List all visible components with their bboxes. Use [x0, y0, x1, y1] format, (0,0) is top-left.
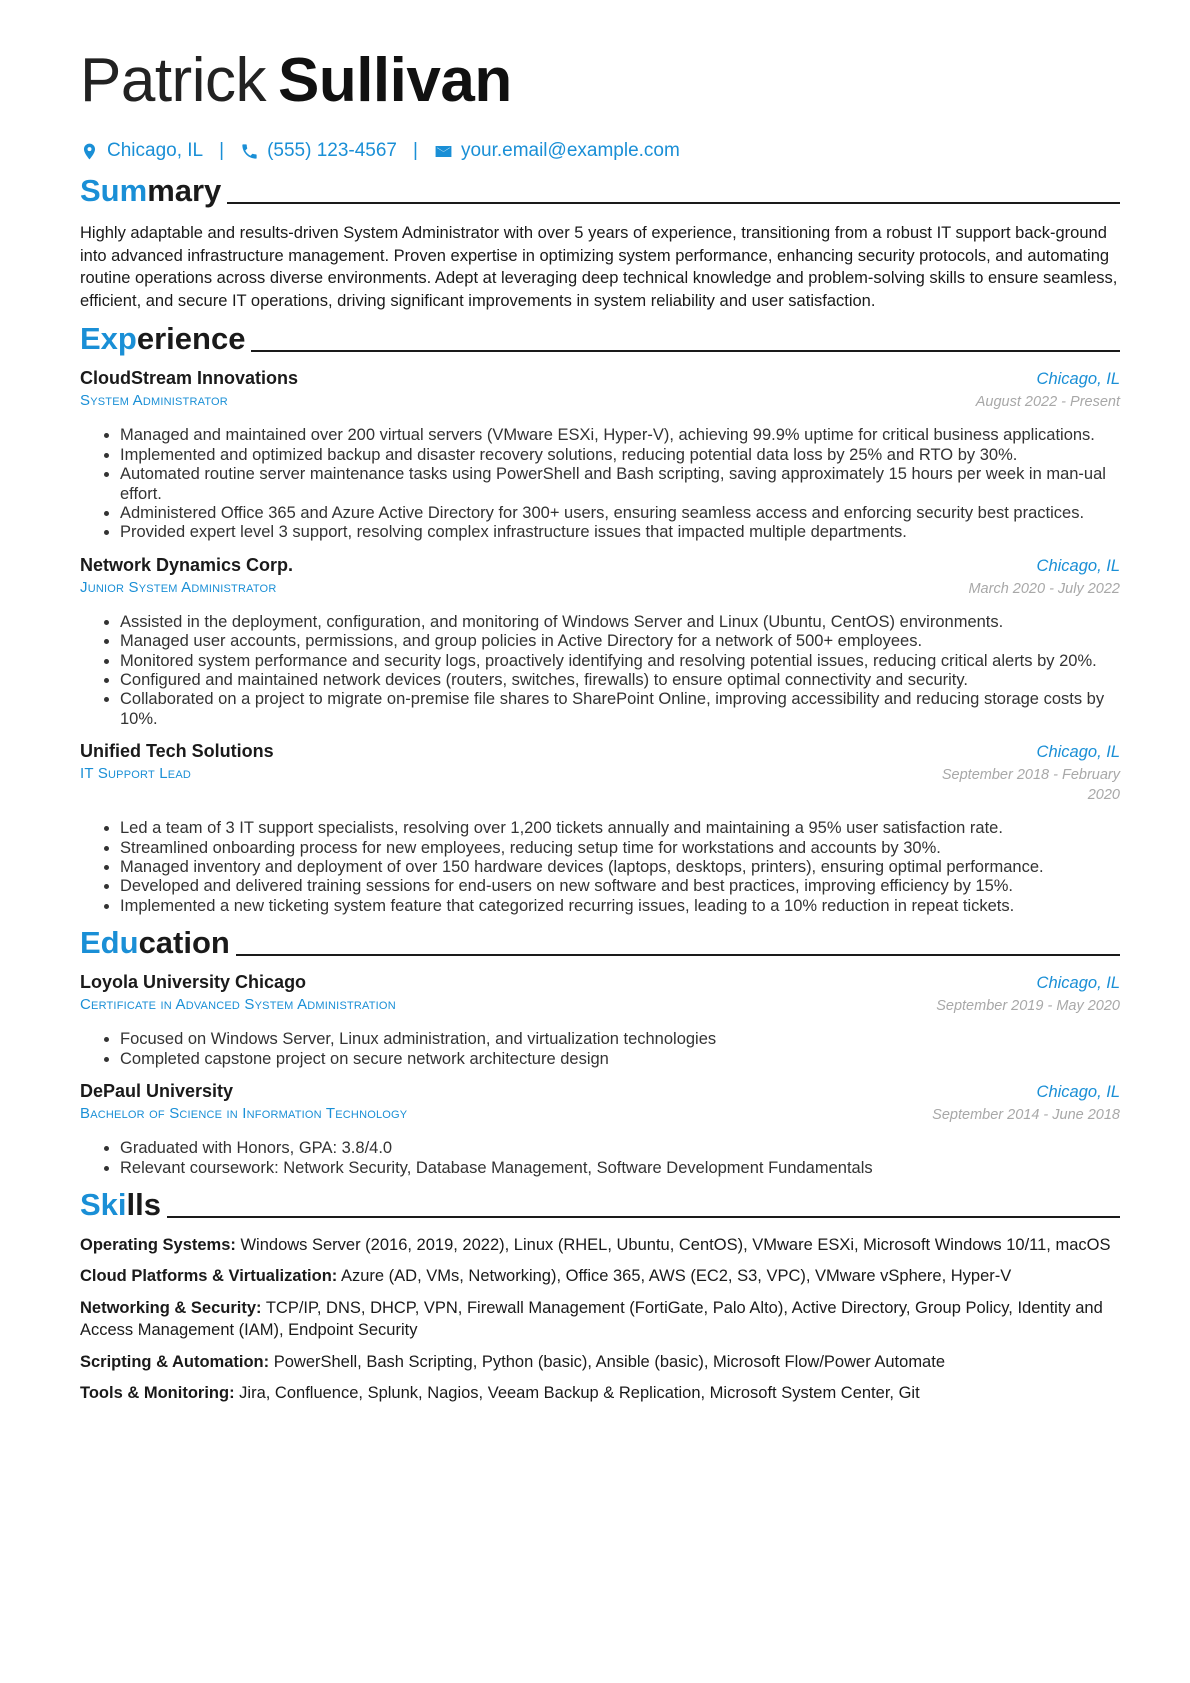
section-divider [227, 202, 1120, 204]
email-link[interactable]: your.email@example.com [460, 140, 680, 161]
section-title: Skills [80, 1186, 161, 1222]
bullet-item: • Managed user accounts, permissions, and group policies in Active Directory for a network of 500+ employees. [120, 632, 1120, 651]
bullet-item: • Graduated with Honors, GPA: 3.8/4.0 [120, 1139, 1120, 1158]
bullet-item: • Implemented and optimized backup and disaster recovery solutions, reducing potential data loss by 25% and RTO by 30%. [120, 446, 1120, 465]
entry-date-range: September 2014 - June 2018 [932, 1107, 1120, 1124]
section-divider [167, 1216, 1120, 1218]
section-title: Education [80, 925, 230, 961]
entry-date-range: September 2018 - February 2020 [941, 767, 1120, 804]
bullet-item: • Provided expert level 3 support, resolving complex infrastructure issues that impacted multiple departments. [120, 523, 1120, 542]
phone-icon [240, 142, 259, 161]
education-entry [80, 972, 1120, 1069]
contact-phone[interactable] [240, 140, 397, 162]
section-title: Summary [80, 173, 222, 208]
experience-list [80, 368, 1120, 916]
bullet-item: • Configured and maintained network devices (routers, switches, firewalls) to ensure optimal connectivity and security. [120, 671, 1120, 690]
section-title: Experience [80, 321, 246, 357]
skill-values: Azure (AD, VMs, Networking), Office 365, AWS (EC2, S3, VPC), VMware vSphere, Hyper-V [340, 1267, 1012, 1286]
entry-subheader [80, 765, 1120, 805]
entry-location: Chicago, IL [1036, 1083, 1120, 1102]
entry-role: Junior System Administrator [80, 578, 277, 596]
entry-subheader [80, 1105, 1120, 1125]
education-list [80, 972, 1120, 1178]
organization-name: Loyola University Chicago [80, 972, 307, 993]
skill-row [80, 1382, 1120, 1404]
education-entry [80, 1081, 1120, 1178]
skill-row [80, 1297, 1120, 1342]
first-name: Patrick [80, 46, 266, 115]
skill-row [80, 1351, 1120, 1373]
entry-header [80, 555, 1120, 576]
organization-name: Network Dynamics Corp. [80, 554, 294, 575]
entry-subheader [80, 579, 1120, 599]
summary-text: Highly adaptable and results-driven System Administrator with over 5 years of experience, transitioning from a robust IT support back-ground into advanced infrastructure management. Proven expertise in optimizing system performance, enhancing security protocols, and automating routine operations across diverse environments. Adept at leveraging deep technical knowledge and problem-solving skills to ensure seamless, efficient, and secure IT operations, driving significant improvements in system reliability and user satisfaction. [80, 224, 1118, 310]
bullet-item: • Led a team of 3 IT support specialists, resolving over 1,200 tickets annually and maintaining a 95% user satisfaction rate. [120, 819, 1120, 838]
bullet-item: • Assisted in the deployment, configuration, and monitoring of Windows Server and Linux (Ubuntu, CentOS) environments. [120, 613, 1120, 632]
location-text: Chicago, IL [107, 140, 204, 161]
contact-separator: | [219, 140, 225, 161]
phone-text: (555) 123-4567 [267, 140, 397, 161]
envelope-icon [434, 142, 453, 161]
entry-date-range: August 2022 - Present [975, 394, 1120, 411]
bullet-item: • Implemented a new ticketing system feature that categorized recurring issues, leading to a 10% reduction in repeat tickets. [120, 897, 1120, 916]
bullet-item: • Developed and delivered training sessions for end-users on new software and best practices, improving efficiency by 15%. [120, 877, 1120, 896]
bullet-list [80, 1139, 1120, 1178]
skills-section-header [80, 1188, 1120, 1222]
bullet-list [80, 426, 1120, 542]
entry-subheader [80, 996, 1120, 1016]
skill-category: Cloud Platforms & Virtualization: [80, 1267, 338, 1286]
skill-values: PowerShell, Bash Scripting, Python (basic), Ansible (basic), Microsoft Flow/Power Automate [273, 1352, 945, 1371]
skill-category: Tools & Monitoring: [80, 1383, 235, 1402]
education-section-header [80, 926, 1120, 960]
skill-values: Jira, Confluence, Splunk, Nagios, Veeam Backup & Replication, Microsoft System Center, Git [239, 1383, 920, 1402]
contact-bar [80, 138, 1120, 164]
entry-location: Chicago, IL [1036, 370, 1120, 389]
bullet-list [80, 819, 1120, 916]
map-pin-icon [80, 142, 99, 161]
bullet-item: • Monitored system performance and security logs, proactively identifying and resolving potential issues, reducing critical alerts by 20%. [120, 652, 1120, 671]
organization-name: DePaul University [80, 1081, 234, 1102]
resume-page [80, 40, 1120, 1413]
contact-email[interactable] [434, 140, 680, 162]
skill-values: Windows Server (2016, 2019, 2022), Linux (RHEL, Ubuntu, CentOS), VMware ESXi, Microsoft Windows 10/11, macOS [240, 1235, 1111, 1254]
skills-list [80, 1234, 1120, 1404]
entry-role: IT Support Lead [80, 765, 191, 783]
entry-location: Chicago, IL [1036, 556, 1120, 575]
entry-header [80, 368, 1120, 389]
contact-separator: | [413, 140, 418, 161]
experience-section-header [80, 322, 1120, 356]
bullet-item: • Automated routine server maintenance tasks using PowerShell and Bash scripting, saving approximately 15 hours per week in man-ual effort. [120, 465, 1120, 504]
experience-entry [80, 368, 1120, 542]
experience-entry [80, 555, 1120, 729]
bullet-item: • Relevant coursework: Network Security, Database Management, Software Development Fundamentals [120, 1159, 1120, 1178]
summary-section-header [80, 174, 1120, 208]
entry-date-range: March 2020 - July 2022 [968, 580, 1120, 597]
entry-location: Chicago, IL [1036, 743, 1120, 762]
last-name: Sullivan [277, 46, 512, 115]
skill-row [80, 1234, 1120, 1256]
entry-header [80, 972, 1120, 993]
entry-subheader [80, 392, 1120, 412]
bullet-list [80, 1030, 1120, 1069]
skill-category: Networking & Security: [80, 1298, 262, 1317]
entry-role: Certificate in Advanced System Administration [80, 996, 396, 1014]
contact-location [80, 140, 203, 162]
entry-role: Bachelor of Science in Information Technology [80, 1105, 408, 1123]
section-divider [236, 954, 1120, 956]
bullet-list [80, 613, 1120, 729]
entry-role: System Administrator [80, 392, 228, 410]
bullet-item: • Completed capstone project on secure network architecture design [120, 1050, 1120, 1069]
bullet-item: • Streamlined onboarding process for new employees, reducing setup time for workstations and accounts by 30%. [120, 839, 1120, 858]
organization-name: Unified Tech Solutions [80, 741, 274, 762]
entry-header [80, 741, 1120, 762]
bullet-item: • Collaborated on a project to migrate on-premise file shares to SharePoint Online, improving accessibility and reducing storage costs by 10%. [120, 690, 1120, 729]
bullet-item: • Managed inventory and deployment of over 150 hardware devices (laptops, desktops, printers), ensuring optimal performance. [120, 858, 1120, 877]
candidate-name [80, 40, 1120, 122]
skill-category: Scripting & Automation: [80, 1352, 270, 1371]
skill-category: Operating Systems: [80, 1235, 236, 1254]
section-divider [251, 350, 1120, 352]
bullet-item: • Focused on Windows Server, Linux administration, and virtualization technologies [120, 1030, 1120, 1049]
experience-entry [80, 741, 1120, 916]
bullet-item: • Managed and maintained over 200 virtual servers (VMware ESXi, Hyper-V), achieving 99.9% uptime for critical business applications. [120, 426, 1120, 445]
skill-row [80, 1265, 1120, 1287]
entry-header [80, 1081, 1120, 1102]
entry-location: Chicago, IL [1036, 974, 1120, 993]
skill-values: TCP/IP, DNS, DHCP, VPN, Firewall Management (FortiGate, Palo Alto), Active Directory, Group Policy, Identity and Access Management (IAM), Endpoint Security [80, 1298, 1103, 1340]
entry-date-range: September 2019 - May 2020 [936, 998, 1120, 1015]
organization-name: CloudStream Innovations [80, 368, 299, 389]
bullet-item: • Administered Office 365 and Azure Active Directory for 300+ users, ensuring seamless access and enforcing security best practices. [120, 504, 1120, 523]
